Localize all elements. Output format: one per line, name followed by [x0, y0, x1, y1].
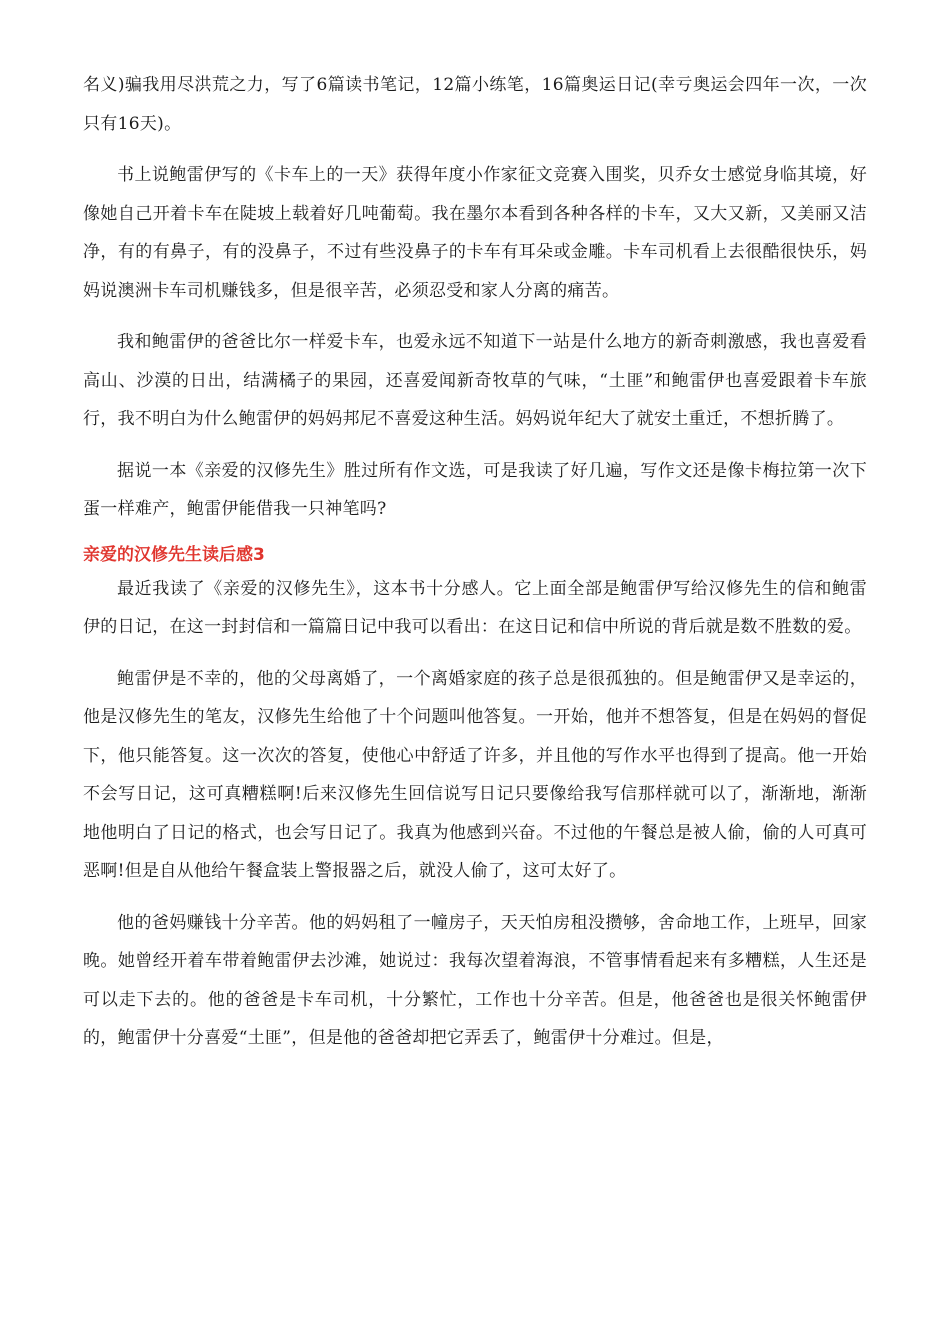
section-heading: 亲爱的汉修先生读后感3 — [83, 544, 265, 565]
paragraph-trucks: 书上说鲍雷伊写的《卡车上的一天》获得年度小作家征文竞赛入围奖，贝乔女士感觉身临其境，好像她自己开着卡车在陡坡上载着好几吨葡萄。我在墨尔本看到各种各样的卡车，又大又新，又美丽又洁净，有的有鼻子，有的没鼻子，不过有些没鼻子的卡车有耳朵或金雕。卡车司机看上去很酷很快乐，妈妈说澳洲卡车司机赚钱多，但是很辛苦，必须忍受和家人分离的痛苦。 — [83, 165, 867, 301]
paragraph-composition: 据说一本《亲爱的汉修先生》胜过所有作文选，可是我读了好几遍，写作文还是像卡梅拉第一次下蛋一样难产，鲍雷伊能借我一只神笔吗? — [83, 460, 867, 519]
paragraph-continued: 名义)骗我用尽洪荒之力，写了6篇读书笔记，12篇小练笔，16篇奥运日记(幸亏奥运会四年一次，一次只有16天)。 — [83, 75, 867, 134]
paragraph-parents: 他的爸妈赚钱十分辛苦。他的妈妈租了一幢房子，天天怕房租没攒够，舍命地工作，上班早，回家晚。她曾经开着车带着鲍雷伊去沙滩，她说过：我每次望着海浪，不管事情看起来有多糟糕，人生还是可以走下去的。他的爸爸是卡车司机，十分繁忙，工作也十分辛苦。但是，他爸爸也是很关怀鲍雷伊的，鲍雷伊十分喜爱“土匪”，但是他的爸爸却把它弄丢了，鲍雷伊十分难过。但是， — [83, 912, 867, 1048]
paragraph-intro: 最近我读了《亲爱的汉修先生》，这本书十分感人。它上面全部是鲍雷伊写给汉修先生的信和鲍雷伊的日记，在这一封封信和一篇篇日记中我可以看出：在这日记和信中所说的背后就是数不胜数的爱。 — [83, 578, 867, 637]
paragraph-father-bill: 我和鲍雷伊的爸爸比尔一样爱卡车，也爱永远不知道下一站是什么地方的新奇刺激感，我也喜爱看高山、沙漠的日出，结满橘子的果园，还喜爱闻新奇牧草的气味，“土匪”和鲍雷伊也喜爱跟着卡车旅行，我不明白为什么鲍雷伊的妈妈邦尼不喜爱这种生活。妈妈说年纪大了就安土重迁，不想折腾了。 — [83, 332, 867, 429]
document-page — [83, 66, 867, 1058]
paragraph-unfortunate: 鲍雷伊是不幸的，他的父母离婚了，一个离婚家庭的孩子总是很孤独的。但是鲍雷伊又是幸运的，他是汉修先生的笔友，汉修先生给他了十个问题叫他答复。一开始，他并不想答复，但是在妈妈的督促下，他只能答复。这一次次的答复，使他心中舒适了许多，并且他的写作水平也得到了提高。他一开始不会写日记，这可真糟糕啊!后来汉修先生回信说写日记只要像给我写信那样就可以了，渐渐地，渐渐地他明白了日记的格式，也会写日记了。我真为他感到兴奋。不过他的午餐总是被人偷，偷的人可真可恶啊!但是自从他给午餐盒装上警报器之后，就没人偷了，这可太好了。 — [83, 668, 867, 881]
